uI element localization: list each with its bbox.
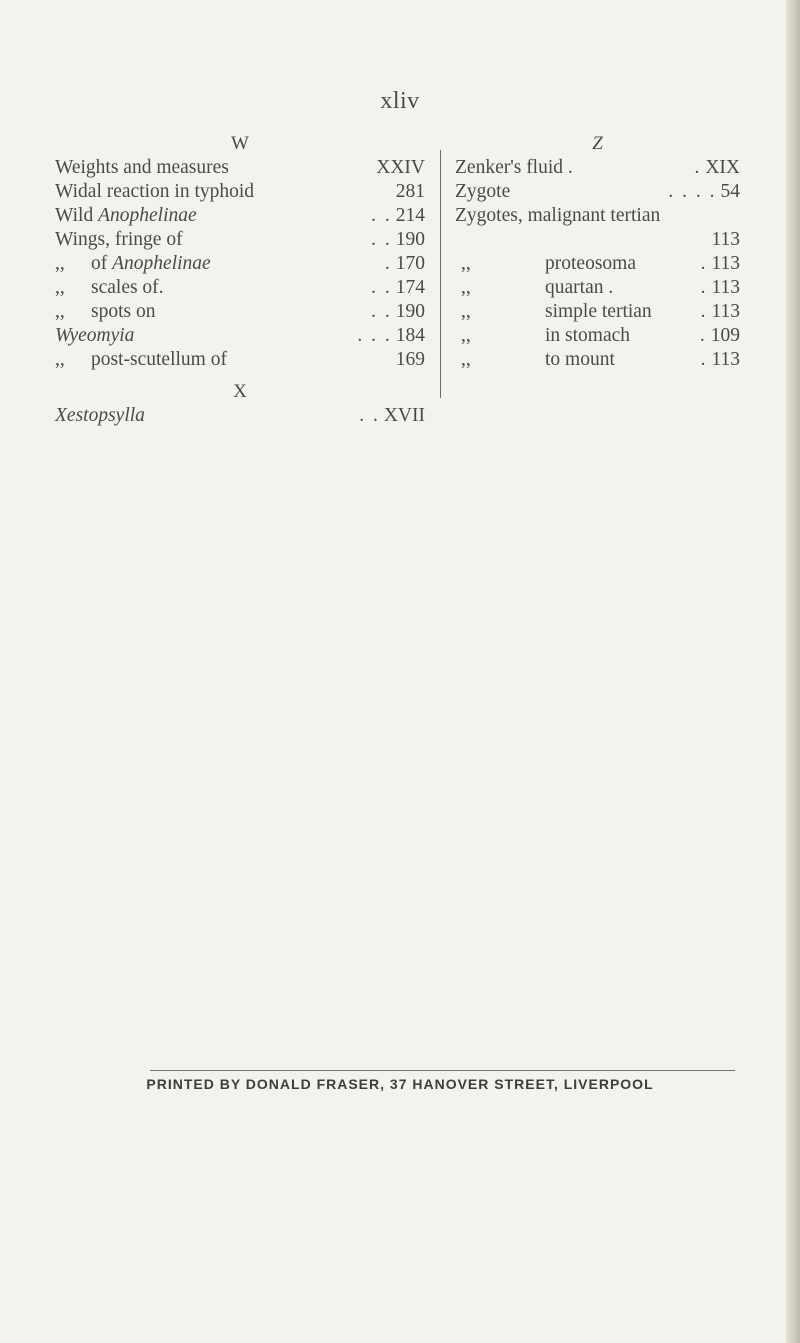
entry-term <box>55 300 155 324</box>
page-reference: 54 <box>720 181 740 202</box>
page-reference: 113 <box>711 277 740 298</box>
entry-term <box>455 156 573 180</box>
page-reference: 113 <box>711 253 740 274</box>
page-edge-shadow <box>786 0 800 1343</box>
term-plain: of <box>91 253 113 274</box>
ditto-mark: ,, <box>55 301 65 322</box>
page-folio: xliv <box>380 88 420 114</box>
index-entry <box>455 252 740 276</box>
footer-rule <box>150 1070 735 1071</box>
section-letter-x: X <box>233 381 247 402</box>
entry-term <box>455 180 510 204</box>
term-text: scales of. <box>91 277 164 298</box>
index-entry <box>455 348 740 372</box>
leader-dots: . . <box>371 229 392 250</box>
page-reference: XXIV <box>376 157 425 178</box>
page-reference: 190 <box>395 229 425 250</box>
index-entry <box>55 180 425 204</box>
page-reference: 174 <box>395 277 425 298</box>
term-text: proteosoma <box>545 253 636 274</box>
leader-dots: . . . . <box>668 181 717 202</box>
term-text: Zygote <box>455 181 511 202</box>
leader-dots: . . <box>371 205 392 226</box>
leader-dots: . <box>700 301 708 322</box>
leader-dots: . <box>700 277 708 298</box>
entry-term <box>55 228 183 252</box>
entry-term <box>455 324 630 348</box>
entry-term <box>455 252 636 276</box>
page-reference: 113 <box>711 349 740 370</box>
ditto-mark: ,, <box>461 349 471 370</box>
term-text: Widal reaction in typhoid <box>55 181 255 202</box>
section-letter-z: Z <box>592 133 603 154</box>
index-entry <box>455 156 740 180</box>
index-entry <box>455 204 740 228</box>
ditto-mark: ,, <box>55 349 65 370</box>
index-entry <box>55 404 425 428</box>
leader-dots: . <box>384 253 392 274</box>
printer-imprint: PRINTED BY DONALD FRASER, 37 HANOVER STREET, LIVERPOOL <box>146 1076 654 1092</box>
section-w-entries <box>55 156 425 372</box>
term-text: Zygotes, malignant tertian <box>455 205 661 226</box>
ditto-mark: ,, <box>55 253 65 274</box>
term-text: post-scutellum of <box>91 349 227 370</box>
page-reference: 169 <box>395 349 425 370</box>
entry-term <box>455 204 660 228</box>
leader-dots: . <box>700 349 708 370</box>
index-entry <box>55 204 425 228</box>
left-index-column <box>55 132 425 428</box>
index-entry <box>55 300 425 324</box>
leader-dots: . . <box>371 277 392 298</box>
entry-term <box>55 348 227 372</box>
section-x-entries <box>55 404 425 428</box>
entry-term <box>55 204 197 228</box>
term-text: Xestopsylla <box>55 405 145 426</box>
term-text: Zenker's fluid . <box>455 157 573 178</box>
page-reference: 113 <box>711 301 740 322</box>
entry-term <box>455 276 613 300</box>
page-reference: 184 <box>395 325 425 346</box>
entry-term <box>55 252 211 276</box>
ditto-mark: ,, <box>461 277 471 298</box>
section-letter-w: W <box>231 133 249 154</box>
leader-dots: . . <box>371 301 392 322</box>
page-reference: XVII <box>383 405 425 426</box>
entry-term <box>55 180 254 204</box>
index-entry <box>455 228 740 252</box>
term-plain: Wild <box>55 205 99 226</box>
index-entry <box>55 348 425 372</box>
term-text: Weights and measures <box>55 157 229 178</box>
page-reference: 281 <box>395 181 425 202</box>
entry-term <box>55 324 134 348</box>
term-italic: Anophelinae <box>98 205 197 226</box>
index-entry <box>455 300 740 324</box>
ditto-mark: ,, <box>461 253 471 274</box>
entry-term <box>455 300 652 324</box>
term-text: Wyeomyia <box>55 325 135 346</box>
index-entry <box>455 324 740 348</box>
page-reference: 214 <box>395 205 425 226</box>
page-reference: XIX <box>705 157 740 178</box>
leader-dots: . <box>699 325 707 346</box>
index-entry <box>55 324 425 348</box>
term-italic: Anophelinae <box>112 253 211 274</box>
ditto-mark: ,, <box>461 325 471 346</box>
ditto-mark: ,, <box>461 301 471 322</box>
term-text: to mount <box>545 349 615 370</box>
term-text: spots on <box>91 301 156 322</box>
leader-dots: . <box>700 253 708 274</box>
section-z-entries <box>455 156 740 372</box>
term-text: simple tertian <box>545 301 652 322</box>
index-entry <box>55 276 425 300</box>
index-entry <box>55 252 425 276</box>
entry-term <box>455 348 615 372</box>
index-entry <box>455 180 740 204</box>
index-entry <box>55 228 425 252</box>
term-text: in stomach <box>545 325 631 346</box>
ditto-mark: ,, <box>55 277 65 298</box>
right-index-column <box>455 132 740 372</box>
index-entry <box>455 276 740 300</box>
index-entry <box>55 156 425 180</box>
page-reference: 170 <box>395 253 425 274</box>
leader-dots: . . . <box>357 325 392 346</box>
page-reference: 190 <box>395 301 425 322</box>
term-text: Wings, fringe of <box>55 229 183 250</box>
column-divider <box>440 150 441 398</box>
page-reference: 109 <box>710 325 740 346</box>
page-reference: 113 <box>711 229 740 250</box>
leader-dots: . <box>694 157 702 178</box>
leader-dots: . . <box>359 405 380 426</box>
term-text: quartan . <box>545 277 614 298</box>
entry-term <box>55 276 164 300</box>
entry-term <box>55 404 145 428</box>
entry-term <box>55 156 229 180</box>
